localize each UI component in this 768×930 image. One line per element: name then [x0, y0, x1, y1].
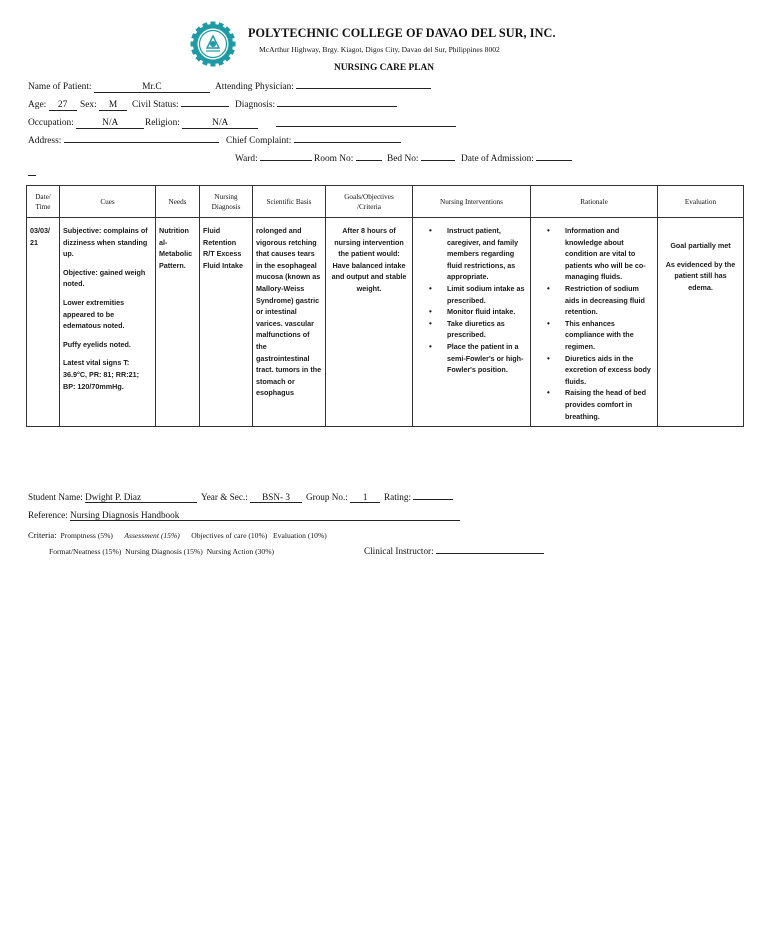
cell-interventions	[413, 218, 531, 427]
civil-status-field	[132, 100, 229, 110]
college-seal-logo	[190, 21, 236, 67]
cell-rationale	[531, 218, 658, 427]
student-name-label: Student Name:	[28, 492, 83, 502]
patient-name-value[interactable]: Mr.C	[94, 82, 210, 93]
room-field	[314, 154, 382, 164]
criteria-assessment: Assessment (15%)	[124, 531, 180, 540]
sex-label: Sex:	[80, 100, 97, 110]
cell-nursing-diagnosis: Fluid Retention R/T Excess Fluid Intake	[200, 218, 253, 427]
religion-label: Religion:	[145, 118, 180, 128]
evaluation-item: As evidenced by the patient still has edema.	[665, 259, 736, 292]
header-nursing-interventions: Nursing Interventions	[413, 186, 531, 218]
criteria-label: Criteria:	[28, 530, 57, 540]
religion-value[interactable]: N/A	[182, 118, 258, 129]
patient-name-field	[28, 82, 210, 93]
header-evaluation: Evaluation	[658, 186, 744, 218]
clinical-instructor-value[interactable]	[436, 553, 544, 554]
rationale-item: • Information and knowledge about condition are vital to patients who will be co-managing fluids.	[551, 225, 654, 283]
intervention-item: • Limit sodium intake as prescribed.	[433, 283, 527, 306]
cue-item: Puffy eyelids noted.	[63, 339, 131, 349]
sex-field	[80, 100, 127, 111]
rationale-item: • Raising the head of bed provides comfort in breathing.	[551, 387, 654, 422]
college-address: McArthur Highway, Brgy. Kiagot, Digos City, Davao del Sur, Philippines 8002	[259, 45, 500, 54]
group-label: Group No.:	[306, 492, 348, 502]
cue-item: Objective: gained weigh noted.	[63, 267, 146, 289]
evaluation-item: Goal partially met	[670, 241, 731, 250]
cue-item: Latest vital signs T: 36.9°C, PR: 81; RR:21; BP: 120/70mmHg.	[63, 358, 139, 391]
table-header-row	[27, 186, 744, 218]
cell-cues	[60, 218, 156, 427]
cue-item: Subjective: complains of dizziness when standing up.	[63, 226, 148, 259]
diagnosis-field	[235, 100, 397, 110]
cell-needs: Nutrition al-Metabolic Pattern.	[156, 218, 200, 427]
occupation-field	[28, 118, 144, 129]
header-nursing-diagnosis: Nursing Diagnosis	[200, 186, 253, 218]
age-label: Age:	[28, 100, 47, 110]
bed-field	[387, 154, 455, 164]
cell-evaluation	[658, 218, 744, 427]
admission-label: Date of Admission:	[461, 154, 534, 164]
occupation-label: Occupation:	[28, 118, 74, 128]
physician-field	[215, 82, 431, 92]
blank-line	[276, 126, 456, 127]
year-section-field	[201, 492, 302, 503]
header-scientific-basis: Scientific Basis	[253, 186, 326, 218]
intervention-item: • Place the patient in a semi-Fowler's or high-Fowler's position.	[433, 341, 527, 376]
clinical-instructor-field	[364, 546, 544, 556]
student-name-value[interactable]: Dwight P. Diaz	[85, 492, 197, 503]
bed-label: Bed No:	[387, 154, 419, 164]
diagnosis-label: Diagnosis:	[235, 100, 276, 110]
chief-complaint-value[interactable]	[294, 142, 401, 143]
reference-value[interactable]: Nursing Diagnosis Handbook	[70, 510, 460, 521]
cue-item: Lower extremities appeared to be edematous noted.	[63, 297, 125, 331]
age-field	[28, 100, 77, 111]
group-field	[306, 492, 380, 503]
chief-complaint-label: Chief Complaint:	[226, 136, 292, 146]
header-cues: Cues	[60, 186, 156, 218]
table-row	[27, 218, 744, 427]
care-plan-table	[26, 185, 744, 427]
criteria-format: Format/Neatness (15%)	[49, 547, 122, 556]
criteria-promptness: Promptness (5%)	[60, 531, 113, 540]
religion-field	[145, 118, 258, 129]
criteria-nursing-diagnosis: Nursing Diagnosis (15%)	[125, 547, 203, 556]
room-label: Room No:	[314, 154, 354, 164]
bed-value[interactable]	[421, 160, 455, 161]
admission-field	[461, 154, 572, 164]
document-title: NURSING CARE PLAN	[334, 63, 435, 73]
criteria-line-2	[49, 547, 274, 556]
age-value[interactable]: 27	[49, 100, 77, 111]
rationale-item: • Restriction of sodium aids in decreasing fluid retention.	[551, 283, 654, 318]
physician-label: Attending Physician:	[215, 82, 294, 92]
student-name-field	[28, 492, 197, 503]
reference-label: Reference:	[28, 510, 68, 520]
ward-label: Ward:	[235, 154, 258, 164]
year-section-label: Year & Sec.:	[201, 492, 248, 502]
criteria-line-1	[28, 530, 327, 540]
cell-goals: After 8 hours of nursing intervention the patient would: Have balanced intake and output and stable weight.	[326, 218, 413, 427]
ward-field	[235, 154, 312, 164]
cell-scientific-basis: rolonged and vigorous retching that causes tears in the esophageal mucosa (known as Mallory-Weiss Syndrome) gastric or intestinal varices. vascular malfunctions of the gastrointestinal tract. tumors in the stomach or esophagus	[253, 218, 326, 427]
header-date-time: Date/ Time	[27, 186, 60, 218]
header-goals: Goals/Objectives /Criteria	[326, 186, 413, 218]
year-section-value[interactable]: BSN- 3	[250, 492, 302, 503]
group-value[interactable]: 1	[350, 492, 380, 503]
diagnosis-value[interactable]	[277, 106, 397, 107]
cell-date: 03/03/ 21	[27, 218, 60, 427]
admission-value[interactable]	[536, 160, 572, 161]
intervention-item: • Instruct patient, caregiver, and family members regarding fluid restrictions, as appropriate.	[433, 225, 527, 283]
short-rule	[28, 175, 36, 176]
occupation-value[interactable]: N/A	[76, 118, 144, 129]
ward-value[interactable]	[260, 160, 312, 161]
civil-status-label: Civil Status:	[132, 100, 179, 110]
criteria-nursing-action: Nursing Action (30%)	[206, 547, 275, 556]
patient-name-label: Name of Patient:	[28, 82, 92, 92]
rating-label: Rating:	[384, 492, 412, 502]
rationale-item: • This enhances compliance with the regimen.	[551, 318, 654, 353]
criteria-objectives: Objectives of care (10%)	[191, 531, 268, 540]
reference-field	[28, 510, 460, 521]
room-value[interactable]	[356, 160, 382, 161]
intervention-item: • Take diuretics as prescribed.	[433, 318, 527, 341]
address-value[interactable]	[64, 142, 219, 143]
college-name: POLYTECHNIC COLLEGE OF DAVAO DEL SUR, INC.	[248, 26, 556, 40]
rating-field	[384, 492, 453, 502]
chief-complaint-field	[226, 136, 401, 146]
header-needs: Needs	[156, 186, 200, 218]
intervention-item: • Monitor fluid intake.	[433, 306, 527, 318]
civil-status-value[interactable]	[181, 106, 229, 107]
address-field	[28, 136, 219, 146]
header-rationale: Rationale	[531, 186, 658, 218]
rating-value[interactable]	[413, 499, 453, 500]
clinical-instructor-label: Clinical Instructor:	[364, 546, 434, 556]
rationale-item: • Diuretics aids in the excretion of excess body fluids.	[551, 353, 654, 388]
criteria-evaluation: Evaluation (10%)	[273, 531, 327, 540]
physician-value[interactable]	[296, 88, 431, 89]
address-label: Address:	[28, 136, 62, 146]
sex-value[interactable]: M	[99, 100, 127, 111]
